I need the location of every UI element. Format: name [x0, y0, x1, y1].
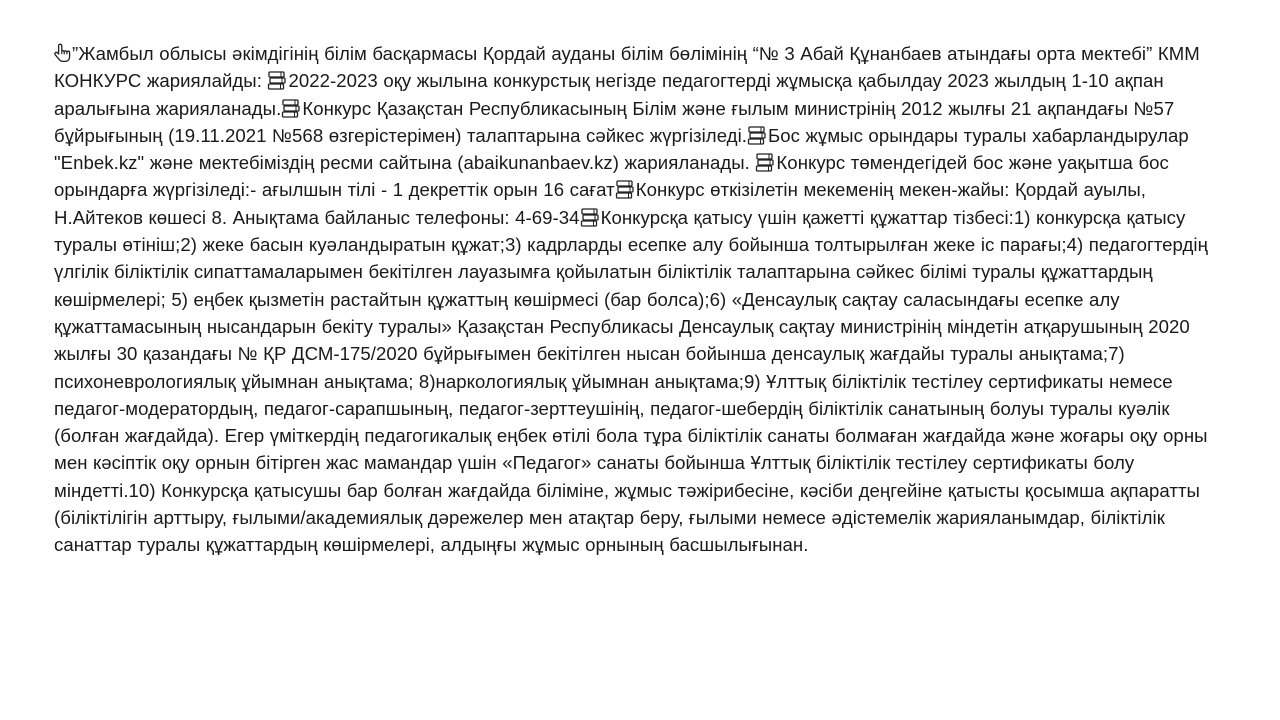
address-text: Конкурс өткізілетін мекеменің мекен-жайы: Қордай ауылы, Н.Айтеков көшесі 8. Анықтама байланыс телефоны: 4-69-34 [54, 179, 1146, 228]
books-icon [755, 153, 775, 172]
pointing-up-hand-icon [54, 43, 71, 63]
books-icon [281, 99, 301, 118]
announcement-text [54, 40, 1226, 559]
intro-text: ”Жамбыл облысы әкімдігінің білім басқармасы Қордай ауданы білім бөлімінің “№ 3 Абай Құнанбаев атындағы орта мектебі” КММ КОНКУРС жариялайды: [54, 43, 1200, 92]
documents-list-text: Конкурсқа қатысу үшін қажетті құжаттар тізбесі:1) конкурсқа қатысу туралы өтініш;2) жеке басын куәландыратын құжат;3) кадрларды есепке алу бойынша толтырылған жеке іс парағы;4) педагогтердің үлгілік біліктілік сипаттамаларымен бекітілген лауазымға қойылатын біліктілік талаптарына сәйкес білімі туралы құжаттардың көшірмелері; 5) еңбек қызметін растайтын құжаттың көшірмесі (бар болса);6) «Денсаулық сақтау саласындағы есепке алу құжаттамасының нысандарын бекіту туралы» Қазақстан Республикасы Денсаулық сақтау министрінің міндетін атқарушының 2020 жылғы 30 қазандағы № ҚР ДСМ-175/2020 бұйрығымен бекітілген нысан бойынша денсаулық жағдайы туралы анықтама;7) психоневрологиялық ұйымнан анықтама; 8)наркологиялық ұйымнан анықтама;9) Ұлттық біліктілік тестілеу сертификаты немесе педагог-модератордың, педагог-сарапшының, педагог-зерттеушінің, педагог-шебердің біліктілік санатының болуы туралы куәлік (болған жағдайда). Егер үміткердің педагогикалық еңбек өтілі бола тұра біліктілік санаты болмаған жағдайда және жоғары оқу орны мен кәсіптік оқу орнын бітірген жас мамандар үшін «Педагог» санаты бойынша Ұлттық біліктілік тестілеу сертификаты болу міндетті.10) Конкурсқа қатысушы бар болған жағдайда біліміне, жұмыс тәжірибесіне, кәсіби деңгейіне қатысты қосымша ақпаратты (біліктілігін арттыру, ғылыми/академиялық дәрежелер мен атақтар беру, ғылыми немесе әдістемелік жарияланымдар, біліктілік санаттар туралы құжаттардың көшірмелері, алдыңғы жұмыс орнының басшылығынан. [54, 206, 1208, 556]
books-icon [580, 208, 600, 227]
vacancies-text: Конкурс төмендегідей бос және уақытша бос орындарға жүргізіледі:- ағылшын тілі - 1 декреттік орын 16 сағат [54, 152, 1169, 201]
books-icon [267, 71, 287, 90]
books-icon [747, 126, 767, 145]
period-text: 2022-2023 оқу жылына конкурстық негізде педагогтерді жұмысқа қабылдау 2023 жылдың 1-10 ақпан аралығына жарияланады. [54, 70, 1164, 119]
publication-text: Бос жұмыс орындары туралы хабарландырулар "Enbek.kz" және мектебіміздің ресми сайтына (abaikunanbaev.kz) жарияланады. [54, 124, 1189, 174]
books-icon [615, 180, 635, 199]
legal-basis-text: Конкурс Қазақстан Республикасының Білім және ғылым министрінің 2012 жылғы 21 ақпандағы №57 бұйрығының (19.11.2021 №568 өзгерістерімен) талаптарына сәйкес жүргізіледі. [54, 97, 1175, 146]
